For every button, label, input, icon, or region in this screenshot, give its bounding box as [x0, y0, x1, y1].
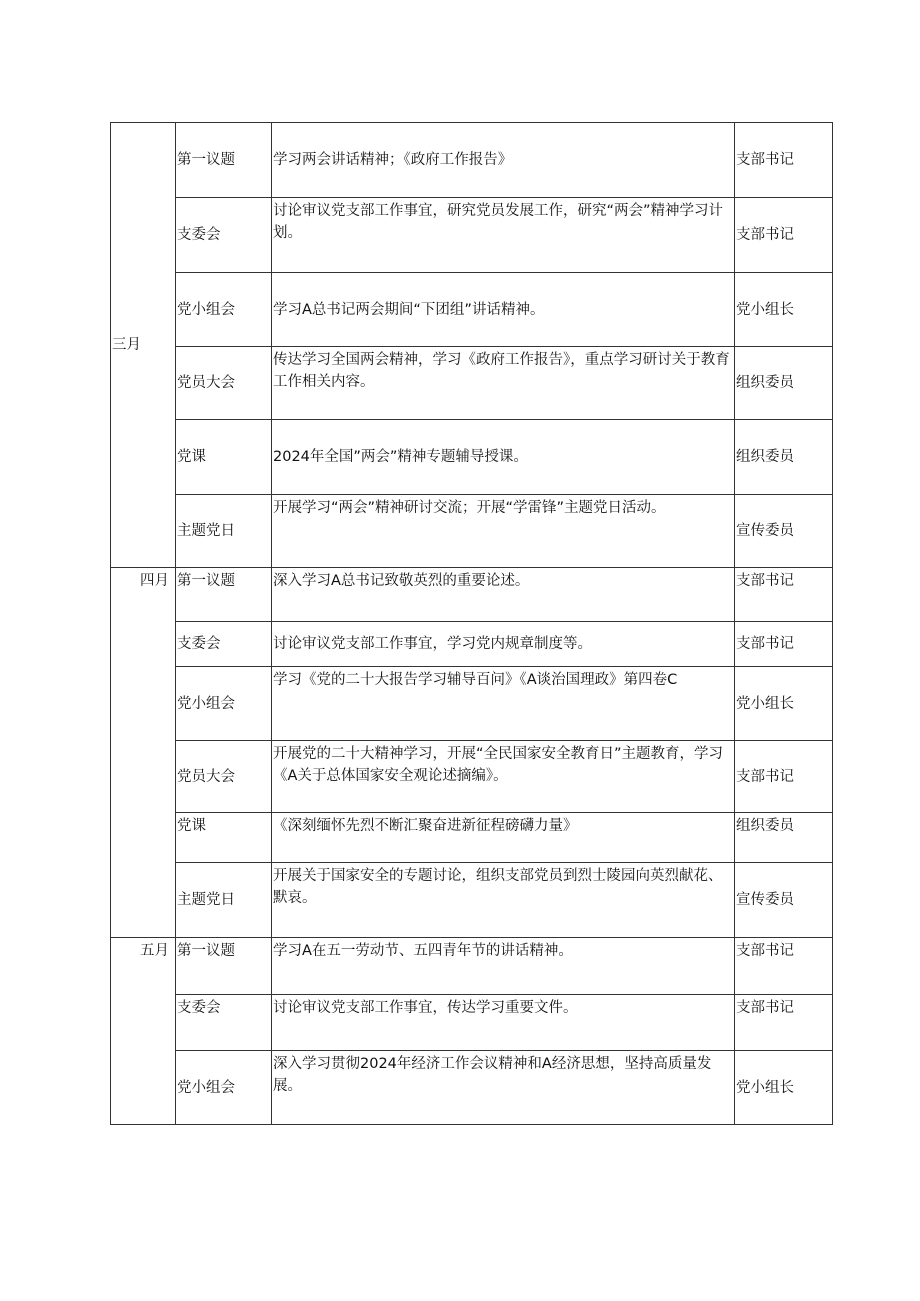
- responsible-cell: 党小组长: [735, 667, 833, 741]
- meeting-type-cell: 党课: [176, 420, 272, 495]
- meeting-type-cell: 第一议题: [176, 568, 272, 622]
- responsible-cell: 宣传委员: [735, 863, 833, 938]
- responsible-cell: 党小组长: [735, 273, 833, 347]
- responsible-cell: 宣传委员: [735, 495, 833, 568]
- content-cell: 传达学习全国两会精神，学习《政府工作报告》，重点学习研讨关于教育工作相关内容。: [272, 347, 735, 420]
- content-cell: 学习《党的二十大报告学习辅导百问》《A谈治国理政》第四卷C: [272, 667, 735, 741]
- content-cell: 深入学习A总书记致敬英烈的重要论述。: [272, 568, 735, 622]
- table-row: [111, 938, 833, 995]
- table-row: [111, 198, 833, 273]
- content-cell: 讨论审议党支部工作事宜，传达学习重要文件。: [272, 995, 735, 1051]
- table-row: [111, 1051, 833, 1125]
- meeting-type-cell: 党小组会: [176, 273, 272, 347]
- responsible-cell: 组织委员: [735, 420, 833, 495]
- content-cell: 《深刻缅怀先烈不断汇聚奋进新征程磅礴力量》: [272, 813, 735, 863]
- table-row: [111, 813, 833, 863]
- meeting-type-cell: 主题党日: [176, 495, 272, 568]
- content-cell: 学习两会讲话精神；《政府工作报告》: [272, 123, 735, 198]
- table-row: [111, 622, 833, 667]
- table-row: [111, 273, 833, 347]
- table-row: [111, 741, 833, 813]
- content-cell: 讨论审议党支部工作事宜，学习党内规章制度等。: [272, 622, 735, 667]
- meeting-type-cell: 党员大会: [176, 741, 272, 813]
- content-cell: 开展关于国家安全的专题讨论，组织支部党员到烈士陵园向英烈献花、默哀。: [272, 863, 735, 938]
- responsible-cell: 支部书记: [735, 123, 833, 198]
- responsible-cell: 支部书记: [735, 568, 833, 622]
- meeting-type-cell: 党小组会: [176, 667, 272, 741]
- meeting-type-cell: 党员大会: [176, 347, 272, 420]
- table-row: [111, 995, 833, 1051]
- table-row: [111, 123, 833, 198]
- meeting-type-cell: 支委会: [176, 995, 272, 1051]
- table-row: [111, 568, 833, 622]
- content-cell: 讨论审议党支部工作事宜，研究党员发展工作，研究“两会”精神学习计划。: [272, 198, 735, 273]
- meeting-type-cell: 第一议题: [176, 123, 272, 198]
- responsible-cell: 组织委员: [735, 347, 833, 420]
- month-cell: 五月: [111, 938, 176, 1125]
- responsible-cell: 组织委员: [735, 813, 833, 863]
- meeting-type-cell: 支委会: [176, 198, 272, 273]
- content-cell: 开展学习“两会”精神研讨交流；开展“学雷锋”主题党日活动。: [272, 495, 735, 568]
- responsible-cell: 支部书记: [735, 741, 833, 813]
- month-cell: 三月: [111, 123, 176, 568]
- study-plan-table: [110, 122, 833, 1125]
- responsible-cell: 支部书记: [735, 198, 833, 273]
- table-row: [111, 420, 833, 495]
- meeting-type-cell: 党小组会: [176, 1051, 272, 1125]
- table-row: [111, 347, 833, 420]
- content-cell: 学习A总书记两会期间“下团组”讲话精神。: [272, 273, 735, 347]
- responsible-cell: 党小组长: [735, 1051, 833, 1125]
- meeting-type-cell: 党课: [176, 813, 272, 863]
- content-cell: 学习A在五一劳动节、五四青年节的讲话精神。: [272, 938, 735, 995]
- table-row: [111, 863, 833, 938]
- meeting-type-cell: 第一议题: [176, 938, 272, 995]
- content-cell: 开展党的二十大精神学习，开展“全民国家安全教育日”主题教育，学习《A关于总体国家安全观论述摘编》。: [272, 741, 735, 813]
- content-cell: 2024年全国”两会”精神专题辅导授课。: [272, 420, 735, 495]
- content-cell: 深入学习贯彻2024年经济工作会议精神和A经济思想，坚持高质量发展。: [272, 1051, 735, 1125]
- responsible-cell: 支部书记: [735, 938, 833, 995]
- month-cell: 四月: [111, 568, 176, 938]
- meeting-type-cell: 支委会: [176, 622, 272, 667]
- responsible-cell: 支部书记: [735, 622, 833, 667]
- responsible-cell: 支部书记: [735, 995, 833, 1051]
- meeting-type-cell: 主题党日: [176, 863, 272, 938]
- table-row: [111, 495, 833, 568]
- table-row: [111, 667, 833, 741]
